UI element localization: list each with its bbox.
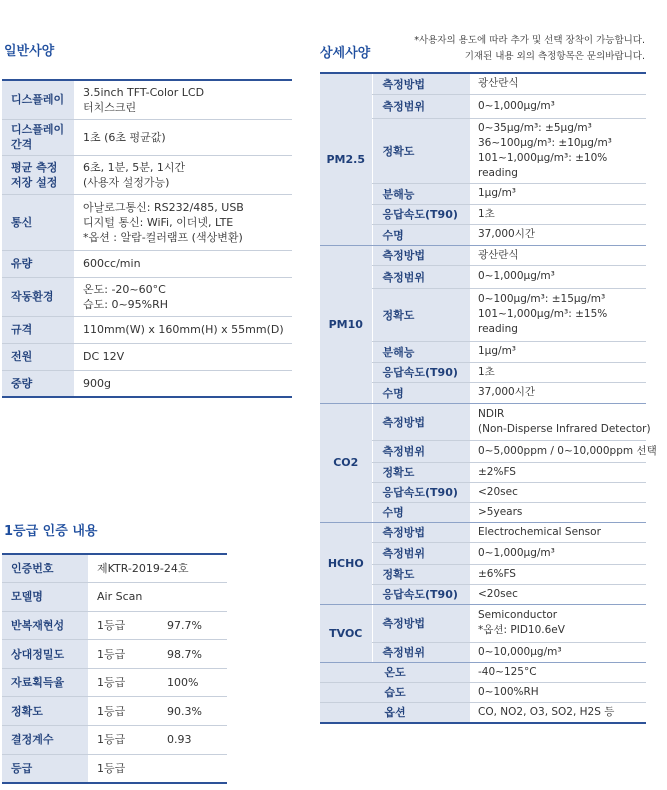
- detail-label: 정확도: [372, 462, 470, 482]
- detail-value: [470, 522, 646, 542]
- spec-label: [2, 316, 74, 343]
- table-row: [320, 73, 646, 94]
- group-co2: CO2: [320, 403, 372, 522]
- detail-label: 수명: [372, 382, 470, 403]
- spec-value: [74, 80, 292, 119]
- spec-value: [74, 119, 292, 155]
- text-line: 1μg/m³: [478, 345, 517, 357]
- table-row: [320, 245, 646, 265]
- text-line: 1초: [478, 207, 495, 220]
- detail-label: 측정방법: [372, 403, 470, 440]
- text-line: 규격: [11, 323, 33, 336]
- detail-label: 정확도: [372, 564, 470, 584]
- detail-label: 응답속도(T90): [372, 204, 470, 224]
- detail-value: [470, 204, 646, 224]
- table-row: [2, 370, 292, 397]
- detail-value: [470, 403, 651, 440]
- detail-value: [470, 462, 646, 482]
- detail-note-line: 기재된 내용 외의 측정항목은 문의바랍니다.: [464, 51, 645, 62]
- cert-score: 0.93: [158, 726, 227, 755]
- detail-value: [470, 73, 646, 94]
- detail-label: 측정범위: [372, 440, 470, 462]
- detail-value: [470, 183, 646, 204]
- text-line: 아날로그통신: RS232/485, USB: [83, 200, 244, 214]
- table-row: [2, 343, 292, 370]
- detail-label: 측정방법: [372, 73, 470, 94]
- cert-grade: 1등급: [88, 640, 158, 669]
- text-line: 37,000시간: [478, 386, 536, 398]
- cert-grade: 1등급: [88, 668, 158, 697]
- detail-note-line: *사용자의 용도에 따라 추가 및 선택 장착이 가능합니다.: [414, 35, 645, 46]
- table-row: [320, 702, 646, 723]
- text-line: 101~1,000μg/m³: ±15%: [478, 308, 608, 320]
- text-line: 900g: [83, 376, 111, 390]
- table-row: [2, 640, 227, 669]
- cert-score: 97.7%: [158, 611, 227, 640]
- text-line: NDIR: [478, 407, 505, 420]
- text-line: 디스플레이: [11, 93, 65, 107]
- detail-label: 분해능: [372, 183, 470, 204]
- detail-label: 정확도: [372, 118, 470, 183]
- table-row: [2, 554, 227, 583]
- text-line: 0~1,000μg/m³: [478, 270, 555, 282]
- table-row: [2, 697, 227, 726]
- cert-title: 1등급 인증 내용: [4, 524, 98, 539]
- cert-label: 결정계수: [2, 726, 88, 755]
- group-pm25: PM2.5: [320, 73, 372, 245]
- detail-tail-label: 온도: [320, 662, 470, 682]
- text-line: 습도: 0~95%RH: [83, 297, 169, 311]
- table-row: [2, 316, 292, 343]
- text-line: 110mm(W) x 160mm(H) x 55mm(D): [83, 323, 284, 336]
- detail-value: [470, 341, 646, 362]
- general-spec-table: [2, 79, 292, 398]
- text-line: *옵션: PID10.6eV: [478, 624, 565, 636]
- table-row: [2, 754, 227, 783]
- group-hcho: HCHO: [320, 522, 372, 604]
- detail-note: [414, 33, 645, 65]
- text-line: 101~1,000μg/m³: ±10%: [478, 151, 608, 164]
- general-spec-title: 일반사양: [4, 44, 55, 59]
- text-line: 1μg/m³: [478, 187, 517, 199]
- detail-label: 응답속도(T90): [372, 584, 470, 604]
- cert-value: 제KTR-2019-24호: [88, 554, 227, 583]
- table-row: [2, 194, 292, 250]
- detail-value: [470, 245, 646, 265]
- text-line: ±6%FS: [478, 567, 516, 580]
- detail-tail-value: CO, NO2, O3, SO2, H2S 등: [470, 702, 646, 723]
- text-line: 통신: [11, 215, 33, 229]
- group-pm10: PM10: [320, 245, 372, 403]
- text-line: *옵션 : 알람-컬러램프 (색상변환): [83, 230, 243, 244]
- table-row: [2, 277, 292, 316]
- detail-value: [470, 224, 646, 245]
- cert-label: 등급: [2, 754, 88, 783]
- table-row: [320, 682, 646, 702]
- text-line: 0~35μg/m³: ±5μg/m³: [478, 121, 592, 134]
- text-line: 간격: [11, 138, 33, 151]
- text-line: 중량: [11, 376, 33, 390]
- table-row: [2, 611, 227, 640]
- detail-value: [470, 382, 646, 403]
- detail-value: [470, 94, 646, 118]
- cert-value: 1등급: [88, 754, 227, 783]
- cert-label: 자료획득율: [2, 668, 88, 697]
- cert-grade: 1등급: [88, 611, 158, 640]
- detail-label: 측정범위: [372, 265, 470, 288]
- detail-value: [470, 265, 646, 288]
- spec-label: [2, 343, 74, 370]
- text-line: 온도: -20~60°C: [83, 282, 166, 296]
- detail-value: [470, 362, 646, 382]
- text-line: DC 12V: [83, 350, 125, 363]
- cert-score: 90.3%: [158, 697, 227, 726]
- cert-label: 정확도: [2, 697, 88, 726]
- detail-label: 응답속도(T90): [372, 482, 470, 502]
- cert-label: 반복재현성: [2, 611, 88, 640]
- detail-tail-label: 옵션: [320, 702, 470, 723]
- detail-label: 측정범위: [372, 642, 470, 662]
- detail-value: [470, 542, 646, 564]
- spec-value: [74, 316, 292, 343]
- cert-score: 98.7%: [158, 640, 227, 669]
- text-line: 작동환경: [11, 290, 54, 303]
- detail-label: 측정방법: [372, 604, 470, 642]
- table-row: [2, 668, 227, 697]
- text-line: <20sec: [478, 485, 518, 498]
- spec-value: [74, 250, 292, 277]
- detail-value: [470, 502, 646, 522]
- detail-label: 수명: [372, 502, 470, 522]
- detail-label: 측정범위: [372, 94, 470, 118]
- cert-grade: 1등급: [88, 697, 158, 726]
- detail-tail-value: 0~100%RH: [470, 682, 646, 702]
- spec-value: [74, 277, 292, 316]
- cert-value: Air Scan: [88, 583, 227, 612]
- text-line: 디지털 통신: WiFi, 이더넷, LTE: [83, 215, 234, 229]
- text-line: 전원: [11, 350, 33, 363]
- cert-label: 상대정밀도: [2, 640, 88, 669]
- cert-grade: 1등급: [88, 726, 158, 755]
- detail-value: [470, 482, 646, 502]
- spec-label: [2, 119, 74, 155]
- group-tvoc: TVOC: [320, 604, 372, 662]
- text-line: (Non-Disperse Infrared Detector): [478, 422, 651, 435]
- detail-value: [470, 584, 646, 604]
- table-row: [2, 726, 227, 755]
- detail-value: [470, 288, 646, 341]
- detail-label: 분해능: [372, 341, 470, 362]
- spec-label: [2, 277, 74, 316]
- detail-value: [470, 118, 646, 183]
- detail-label: 수명: [372, 224, 470, 245]
- text-line: 터치스크린: [83, 100, 137, 114]
- text-line: Electrochemical Sensor: [478, 525, 601, 538]
- spec-value: [74, 343, 292, 370]
- detail-spec-title: 상세사양: [320, 46, 371, 61]
- table-row: [320, 403, 646, 440]
- text-line: 0~10,000μg/m³: [478, 645, 562, 658]
- text-line: reading: [478, 166, 518, 179]
- text-line: <20sec: [478, 587, 518, 600]
- detail-tail-value: -40~125°C: [470, 662, 646, 682]
- table-row: [2, 155, 292, 194]
- detail-value: [470, 564, 646, 584]
- cert-label: 인증번호: [2, 554, 88, 583]
- table-row: [320, 662, 646, 682]
- text-line: 3.5inch TFT-Color LCD: [83, 85, 205, 99]
- spec-value: [74, 155, 292, 194]
- detail-label: 측정범위: [372, 542, 470, 564]
- detail-value: [470, 604, 646, 642]
- detail-label: 응답속도(T90): [372, 362, 470, 382]
- spec-label: [2, 250, 74, 277]
- detail-label: 정확도: [372, 288, 470, 341]
- text-line: ±2%FS: [478, 465, 516, 478]
- detail-tail-label: 습도: [320, 682, 470, 702]
- spec-value: [74, 194, 292, 250]
- spec-label: [2, 80, 74, 119]
- spec-label: [2, 155, 74, 194]
- table-row: [2, 119, 292, 155]
- text-line: 0~1,000μg/m³: [478, 99, 555, 112]
- text-line: 디스플레이: [11, 123, 65, 136]
- text-line: 600cc/min: [83, 257, 141, 270]
- cert-label: 모델명: [2, 583, 88, 612]
- detail-label: 측정방법: [372, 522, 470, 542]
- text-line: 저장 설정: [11, 175, 58, 189]
- detail-spec-table: [320, 72, 657, 724]
- spec-value: [74, 370, 292, 397]
- table-row: [320, 522, 646, 542]
- text-line: 1초: [478, 365, 495, 378]
- text-line: 광산란식: [478, 77, 519, 90]
- text-line: 광산란식: [478, 248, 519, 261]
- table-row: [2, 80, 292, 119]
- cert-score: 100%: [158, 668, 227, 697]
- spec-label: [2, 370, 74, 397]
- text-line: 평균 측정: [11, 160, 58, 174]
- text-line: 0~5,000ppm / 0~10,000ppm 선택: [478, 444, 657, 457]
- table-row: [2, 583, 227, 612]
- text-line: 6초, 1분, 5분, 1시간: [83, 160, 186, 174]
- text-line: >5years: [478, 505, 523, 518]
- detail-value: [470, 642, 646, 662]
- text-line: (사용자 설정가능): [83, 175, 170, 189]
- text-line: 유량: [11, 257, 33, 270]
- detail-label: 측정방법: [372, 245, 470, 265]
- text-line: 1초 (6초 평균값): [83, 130, 166, 144]
- text-line: 36~100μg/m³: ±10μg/m³: [478, 136, 612, 149]
- detail-value: [470, 440, 657, 462]
- text-line: 37,000시간: [478, 228, 536, 240]
- table-row: [320, 604, 646, 642]
- text-line: 0~1,000μg/m³: [478, 546, 555, 559]
- text-line: reading: [478, 323, 518, 335]
- text-line: Semiconductor: [478, 609, 558, 621]
- spec-label: [2, 194, 74, 250]
- cert-table: [2, 553, 227, 784]
- table-row: [2, 250, 292, 277]
- text-line: 0~100μg/m³: ±15μg/m³: [478, 293, 606, 305]
